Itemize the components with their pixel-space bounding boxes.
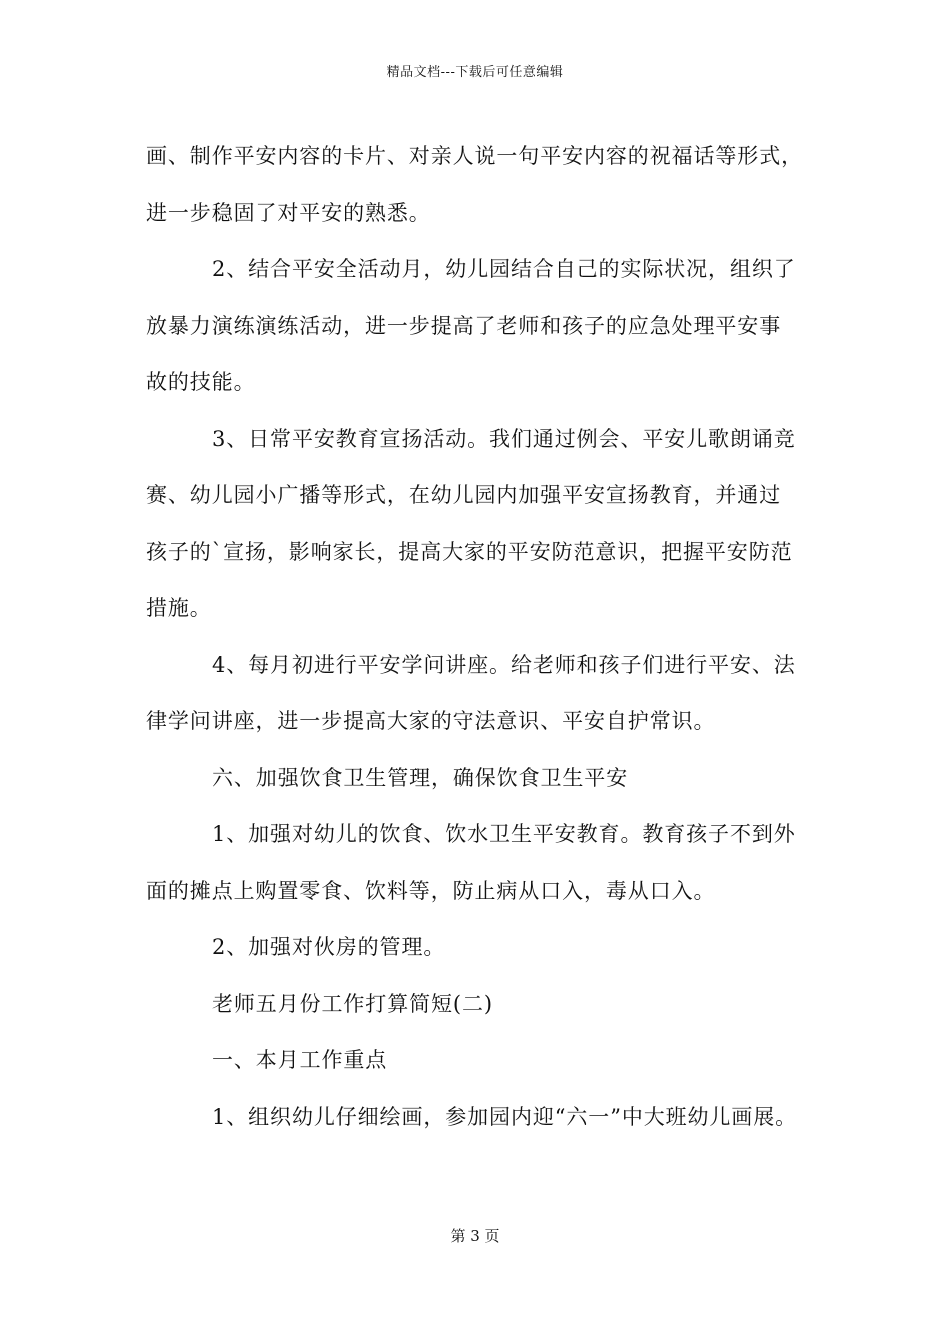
page-header: 精品文档---下载后可任意编辑 bbox=[386, 65, 564, 80]
text-line: 进一步稳固了对平安的熟悉。 bbox=[146, 200, 431, 225]
page-number: 第 3 页 bbox=[450, 1227, 500, 1245]
section-heading: 一、本月工作重点 bbox=[212, 1048, 388, 1072]
document-body bbox=[146, 128, 826, 1145]
paragraph-start: 2、结合平安全活动月，幼儿园结合自己的实际状况，组织了 bbox=[212, 257, 796, 281]
paragraph-start: 2、加强对伙房的管理。 bbox=[212, 935, 446, 959]
text-line: 面的摊点上购置零食、饮料等，防止病从口入，毒从口入。 bbox=[146, 878, 716, 903]
text-line: 措施。 bbox=[146, 596, 212, 620]
paragraph-start: 1、加强对幼儿的饮食、饮水卫生平安教育。教育孩子不到外 bbox=[212, 822, 796, 846]
paragraph-start: 1、组织幼儿仔细绘画，参加园内迎“六一”中大班幼儿画展。 bbox=[212, 1104, 798, 1129]
paragraph-start: 4、每月初进行平安学问讲座。给老师和孩子们进行平安、法 bbox=[212, 652, 796, 677]
text-line: 赛、幼儿园小广播等形式，在幼儿园内加强平安宣扬教育，并通过 bbox=[146, 483, 782, 507]
text-line: 故的技能。 bbox=[146, 370, 256, 394]
paragraph-start: 3、日常平安教育宣扬活动。我们通过例会、平安儿歌朗诵竞 bbox=[212, 426, 796, 451]
text-line: 放暴力演练演练活动，进一步提高了老师和孩子的应急处理平安事 bbox=[146, 313, 782, 338]
text-line: 孩子的`宣扬，影响家长，提高大家的平安防范意识，把握平安防范 bbox=[146, 539, 793, 564]
section-heading: 六、加强饮食卫生管理，确保饮食卫生平安 bbox=[212, 765, 629, 790]
text-line: 画、制作平安内容的卡片、对亲人说一句平安内容的祝福话等形式， bbox=[146, 144, 803, 168]
text-line: 律学问讲座，进一步提高大家的守法意识、平安自护常识。 bbox=[146, 709, 716, 733]
document-subtitle: 老师五月份工作打算简短(二) bbox=[212, 991, 493, 1016]
